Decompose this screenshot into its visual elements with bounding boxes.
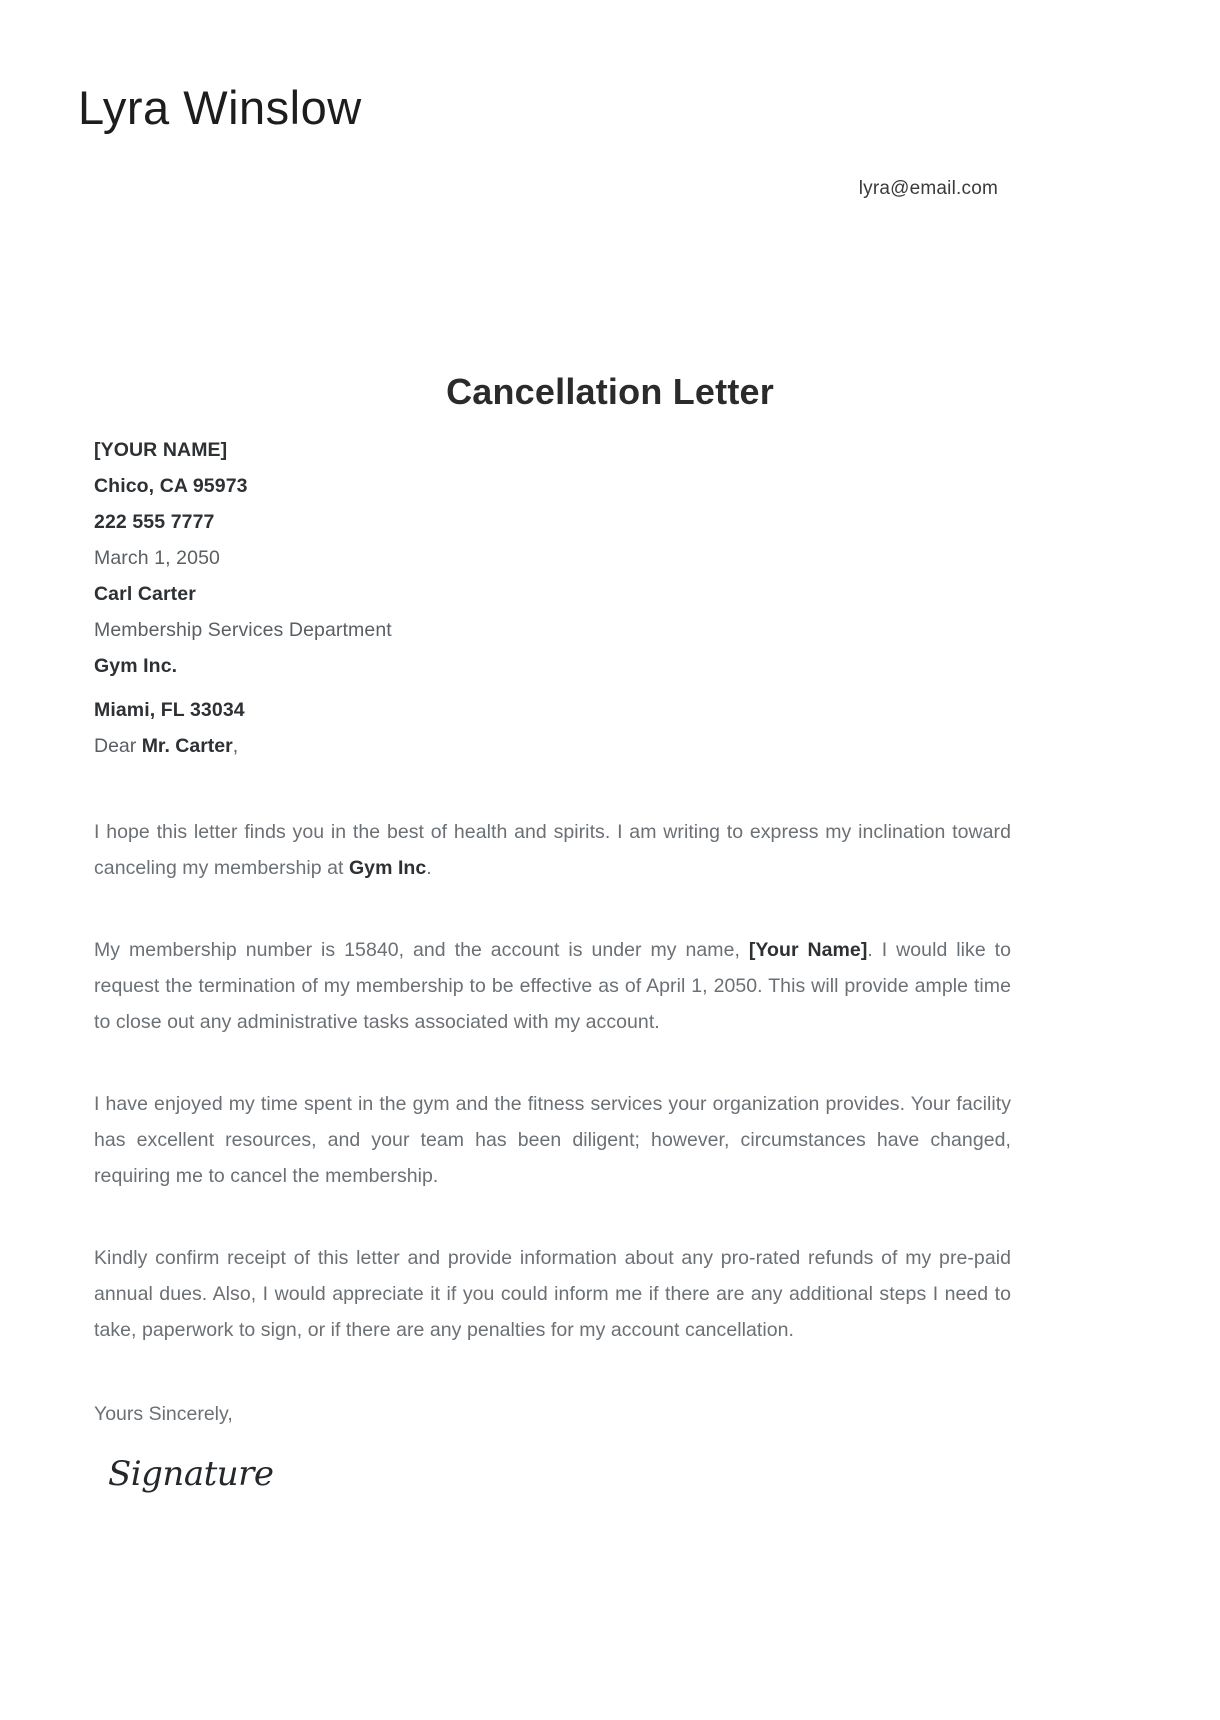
address-line-recipient-company: Gym Inc. bbox=[94, 655, 178, 677]
letterhead-email: lyra@email.com bbox=[858, 178, 998, 199]
paragraph-1-text-b: . bbox=[426, 857, 432, 879]
paragraph-2-text-b: . I would like to request the termination of my membership to be effective as of April 1, 2050. This will provide ample time to close out any administrative tasks associated with my account. bbox=[94, 939, 1012, 1033]
address-line-date: March 1, 2050 bbox=[94, 547, 220, 569]
paragraph-1-text-a: I hope this letter finds you in the best of health and spirits. I am writing to express my inclination toward canceling my membership at bbox=[94, 821, 1011, 879]
address-block bbox=[94, 432, 1011, 728]
salutation-suffix: , bbox=[232, 735, 239, 757]
paragraph-2 bbox=[94, 932, 1011, 1040]
page-title: Cancellation Letter bbox=[446, 371, 774, 412]
paragraph-1 bbox=[94, 814, 1011, 886]
letter-body bbox=[94, 432, 1011, 1494]
paragraph-2-text-a: My membership number is 15840, and the account is under my name, bbox=[94, 939, 749, 961]
address-line-sender-phone: 222 555 7777 bbox=[94, 511, 215, 533]
address-line-recipient-city: Miami, FL 33034 bbox=[94, 699, 245, 721]
valediction: Yours Sincerely, bbox=[94, 1403, 233, 1425]
letterhead-name: Lyra Winslow bbox=[78, 81, 362, 134]
salutation-recipient: Mr. Carter bbox=[141, 735, 233, 757]
signature-mark: Signature bbox=[108, 1454, 274, 1494]
address-line-sender-name: [YOUR NAME] bbox=[94, 439, 228, 461]
address-line-recipient-department: Membership Services Department bbox=[94, 619, 392, 641]
paragraph-2-name-placeholder: [Your Name] bbox=[748, 939, 868, 961]
address-line-sender-city: Chico, CA 95973 bbox=[94, 475, 248, 497]
salutation bbox=[94, 728, 1011, 764]
salutation-prefix: Dear bbox=[94, 735, 142, 757]
paragraph-4: Kindly confirm receipt of this letter and provide information about any pro-rated refunds of my pre-paid annual dues. Also, I would appreciate it if you could inform me if there are any additional steps I need to take, paperwork to sign, or if there are any penalties for my account cancellation. bbox=[94, 1247, 1011, 1341]
paragraph-1-company: Gym Inc bbox=[348, 857, 427, 879]
paragraph-3: I have enjoyed my time spent in the gym and the fitness services your organization provides. Your facility has excellent resources, and your team has been diligent; however, circumstances have changed, requiring me to cancel the membership. bbox=[94, 1093, 1011, 1187]
address-line-recipient-name: Carl Carter bbox=[94, 583, 196, 605]
